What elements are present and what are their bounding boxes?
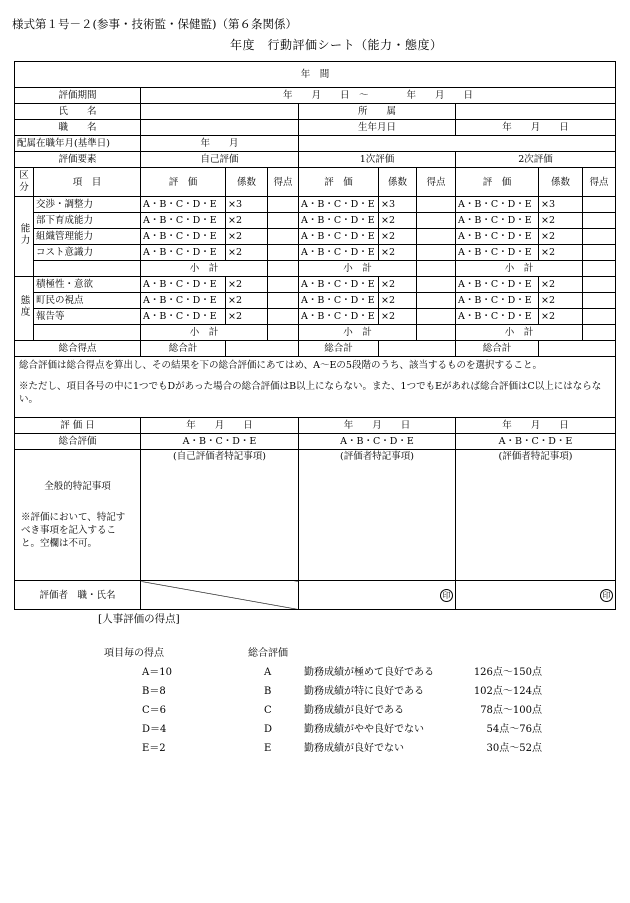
grade-range: 78点～100点 [480,705,542,716]
second-coef: ×2 [539,245,583,261]
points-legend-item: B＝8 [142,686,166,697]
self-coef: ×2 [226,309,268,325]
period-field[interactable]: 年 月 日 ～ 年 月 日 [141,88,616,104]
self-rating[interactable]: A・B・C・D・E [141,277,226,293]
second-coef: ×2 [539,293,583,309]
name-row [15,104,616,120]
self-subtotal[interactable] [268,261,299,277]
second-coef-header: 係数 [539,168,583,197]
seal-icon: 印 [600,589,613,602]
year-header: 年 間 [15,62,616,88]
self-points[interactable] [268,277,299,293]
self-subtotal[interactable] [268,325,299,341]
points-legend-item: A＝10 [142,667,172,678]
grade-legend-heading: 総合評価 [248,648,288,659]
ability-subtotal-blank [34,261,141,277]
first-rating-header: 評 価 [299,168,379,197]
tenure-field[interactable]: 年 月 [141,136,299,152]
self-coef-header: 係数 [226,168,268,197]
category-header: 区分 [15,168,34,197]
first-eval-header: 1次評価 [299,152,456,168]
self-points[interactable] [268,197,299,213]
ability-row-2 [15,213,616,229]
overall-eval-row [15,434,616,450]
ability-row-1 [15,197,616,213]
self-coef: ×2 [226,277,268,293]
second-coef: ×2 [539,277,583,293]
eval-date-label: 評 価 日 [15,418,141,434]
tenure-row [15,136,616,152]
self-coef: ×2 [226,245,268,261]
job-title-label: 職 名 [15,120,141,136]
first-grand-total[interactable] [379,341,456,357]
second-points[interactable] [583,229,616,245]
ability-row-4 [15,245,616,261]
self-grand-total-label: 総合計 [141,341,226,357]
grade-range: 30点～52点 [486,743,542,754]
second-points[interactable] [583,277,616,293]
first-points[interactable] [417,197,456,213]
element-header-row [15,152,616,168]
evaluator-label: 評価者 職・氏名 [15,581,141,610]
self-rating[interactable]: A・B・C・D・E [141,293,226,309]
remarks-label: 全般的特記事項 [44,481,111,492]
first-coef: ×2 [379,245,417,261]
grade-range: 126点～150点 [473,667,542,678]
tenure-blank [299,136,616,152]
grade-description: 勤務成績が良好である [304,705,404,716]
second-subtotal-label: 小 計 [456,325,583,341]
ability-item-name: 交渉・調整力 [34,197,141,213]
second-points-header: 得点 [583,168,616,197]
points-legend [104,645,172,759]
tenure-label: 配属在職年月(基準日) [15,136,141,152]
evaluation-sheet-table [14,61,616,610]
first-overall-eval[interactable]: A・B・C・D・E [299,434,456,450]
second-rating[interactable]: A・B・C・D・E [456,229,539,245]
second-coef: ×2 [539,229,583,245]
second-subtotal-label: 小 計 [456,261,583,277]
first-points[interactable] [417,293,456,309]
first-rating[interactable]: A・B・C・D・E [299,277,379,293]
points-legend-heading: 項目毎の得点 [104,648,164,659]
form-label: 様式第１号－２(参事・技術監・保健監)（第６条関係） [12,17,297,31]
second-evaluator-field[interactable] [456,581,616,610]
first-grand-total-label: 総合計 [299,341,379,357]
year-header-row [15,62,616,88]
grade-letter: C [264,705,272,716]
item-header: 項 目 [34,168,141,197]
second-remarks-field[interactable] [456,450,616,581]
column-header-row [15,168,616,197]
grade-description: 勤務成績が良好でない [304,743,404,754]
page-title: 年度 行動評価シート（能力・態度） [230,38,443,52]
grade-ranges [452,664,542,759]
self-subtotal-label: 小 計 [141,325,268,341]
ability-row-3 [15,229,616,245]
ability-item-name: 組織管理能力 [34,229,141,245]
second-points[interactable] [583,309,616,325]
first-coef: ×2 [379,309,417,325]
second-subtotal[interactable] [583,261,616,277]
grade-letter: B [264,686,272,697]
first-coef: ×2 [379,293,417,309]
second-coef: ×2 [539,309,583,325]
second-rating[interactable]: A・B・C・D・E [456,245,539,261]
first-coef: ×3 [379,197,417,213]
first-remarks-label: (評価者特記事項) [340,451,414,462]
self-rating[interactable]: A・B・C・D・E [141,213,226,229]
attitude-row-2 [15,293,616,309]
second-coef: ×3 [539,197,583,213]
first-eval-date[interactable]: 年 月 日 [299,418,456,434]
note-text-2: ※ただし、項目各号の中に1つでもDがあった場合の総合評価はB以上にならない。また、1つでもEがあれば総合評価はC以上にはならない。 [19,381,602,405]
second-remarks-label: (評価者特記事項) [498,451,573,462]
birth-label: 生年月日 [299,120,456,136]
first-rating[interactable]: A・B・C・D・E [299,309,379,325]
second-grand-total-label: 総合計 [456,341,539,357]
first-points[interactable] [417,213,456,229]
instruction-notes [15,357,616,418]
second-coef: ×2 [539,213,583,229]
period-row [15,88,616,104]
note-row [15,357,616,418]
grade-letter: A [264,667,272,678]
attitude-category: 態度 [15,277,34,341]
overall-eval-label: 総合評価 [15,434,141,450]
evaluator-row [15,581,616,610]
name-field[interactable] [141,104,299,120]
second-rating[interactable]: A・B・C・D・E [456,213,539,229]
ability-item-name: コスト意識力 [34,245,141,261]
grade-description: 勤務成績が極めて良好である [304,667,434,678]
self-rating[interactable]: A・B・C・D・E [141,309,226,325]
period-label: 評価期間 [15,88,141,104]
total-points-label: 総合得点 [15,341,141,357]
remarks-note: ※評価において、特記すべき事項を記入すること。空欄は不可。 [21,512,126,549]
points-legend-item: D＝4 [142,724,167,735]
attitude-item-name: 報告等 [34,309,141,325]
self-points-header: 得点 [268,168,299,197]
self-coef: ×2 [226,293,268,309]
second-overall-eval[interactable]: A・B・C・D・E [456,434,616,450]
self-coef: ×2 [226,213,268,229]
element-label: 評価要素 [15,152,141,168]
grade-description: 勤務成績が特に良好である [304,686,424,697]
second-eval-header: 2次評価 [456,152,616,168]
grade-range: 54点～76点 [486,724,542,735]
self-subtotal-label: 小 計 [141,261,268,277]
first-remarks-field[interactable] [299,450,456,581]
job-title-field[interactable] [141,120,299,136]
grade-description: 勤務成績がやや良好でない [304,724,424,735]
first-subtotal-label: 小 計 [299,325,417,341]
points-legend-item: E＝2 [142,743,166,754]
grade-letters [264,664,272,759]
legend-heading: [人事評価の得点] [98,613,180,625]
self-remarks-field[interactable] [141,450,299,581]
self-rating[interactable]: A・B・C・D・E [141,197,226,213]
name-label: 氏 名 [15,104,141,120]
self-grand-total[interactable] [226,341,299,357]
first-coef: ×2 [379,229,417,245]
grade-descriptions [304,664,434,759]
first-points-header: 得点 [417,168,456,197]
grade-letter: E [264,743,272,754]
grade-letter: D [264,724,273,735]
self-points[interactable] [268,213,299,229]
ability-category: 能力 [15,197,34,277]
second-grand-total[interactable] [539,341,616,357]
first-rating[interactable]: A・B・C・D・E [299,293,379,309]
grade-range: 102点～124点 [473,686,542,697]
second-points[interactable] [583,213,616,229]
self-overall-eval[interactable]: A・B・C・D・E [141,434,299,450]
ability-subtotal-row [15,261,616,277]
seal-icon: 印 [440,589,453,602]
first-evaluator-field[interactable] [299,581,456,610]
attitude-item-name: 町民の視点 [34,293,141,309]
second-rating-header: 評 価 [456,168,539,197]
second-eval-date[interactable]: 年 月 日 [456,418,616,434]
self-points[interactable] [268,229,299,245]
first-rating[interactable]: A・B・C・D・E [299,197,379,213]
first-points[interactable] [417,309,456,325]
dept-field[interactable] [456,104,616,120]
total-points-row [15,341,616,357]
self-coef: ×3 [226,197,268,213]
second-rating[interactable]: A・B・C・D・E [456,197,539,213]
remarks-row [15,450,616,581]
attitude-item-name: 積極性・意欲 [34,277,141,293]
first-coef-header: 係数 [379,168,417,197]
first-points[interactable] [417,245,456,261]
self-rating-header: 評 価 [141,168,226,197]
second-rating[interactable]: A・B・C・D・E [456,293,539,309]
self-points[interactable] [268,309,299,325]
attitude-row-3 [15,309,616,325]
grade-legend-heading-block [248,645,288,664]
self-evaluator-field [141,581,299,610]
second-rating[interactable]: A・B・C・D・E [456,277,539,293]
job-title-row [15,120,616,136]
note-text-1: 総合評価は総合得点を算出し、その結果を下の総合評価にあてはめ、A～Eの5段階のうち、該当するものを選択すること。 [19,360,542,371]
first-rating[interactable]: A・B・C・D・E [299,245,379,261]
self-rating[interactable]: A・B・C・D・E [141,229,226,245]
ability-item-name: 部下育成能力 [34,213,141,229]
first-coef: ×2 [379,213,417,229]
self-remarks-label: (自己評価者特記事項) [173,451,266,462]
birth-field[interactable]: 年 月 日 [456,120,616,136]
second-subtotal[interactable] [583,325,616,341]
first-subtotal-label: 小 計 [299,261,417,277]
first-points[interactable] [417,229,456,245]
second-points[interactable] [583,245,616,261]
first-subtotal[interactable] [417,325,456,341]
second-rating[interactable]: A・B・C・D・E [456,309,539,325]
first-rating[interactable]: A・B・C・D・E [299,229,379,245]
first-subtotal[interactable] [417,261,456,277]
eval-date-row [15,418,616,434]
points-legend-item: C＝6 [142,705,167,716]
self-eval-date[interactable]: 年 月 日 [141,418,299,434]
dept-label: 所 属 [299,104,456,120]
second-points[interactable] [583,293,616,309]
self-eval-header: 自己評価 [141,152,299,168]
self-points[interactable] [268,293,299,309]
first-coef: ×2 [379,277,417,293]
self-coef: ×2 [226,229,268,245]
self-points[interactable] [268,245,299,261]
first-rating[interactable]: A・B・C・D・E [299,213,379,229]
remarks-label-cell [15,450,141,581]
second-points[interactable] [583,197,616,213]
first-points[interactable] [417,277,456,293]
attitude-subtotal-blank [34,325,141,341]
attitude-row-1 [15,277,616,293]
self-rating[interactable]: A・B・C・D・E [141,245,226,261]
attitude-subtotal-row [15,325,616,341]
